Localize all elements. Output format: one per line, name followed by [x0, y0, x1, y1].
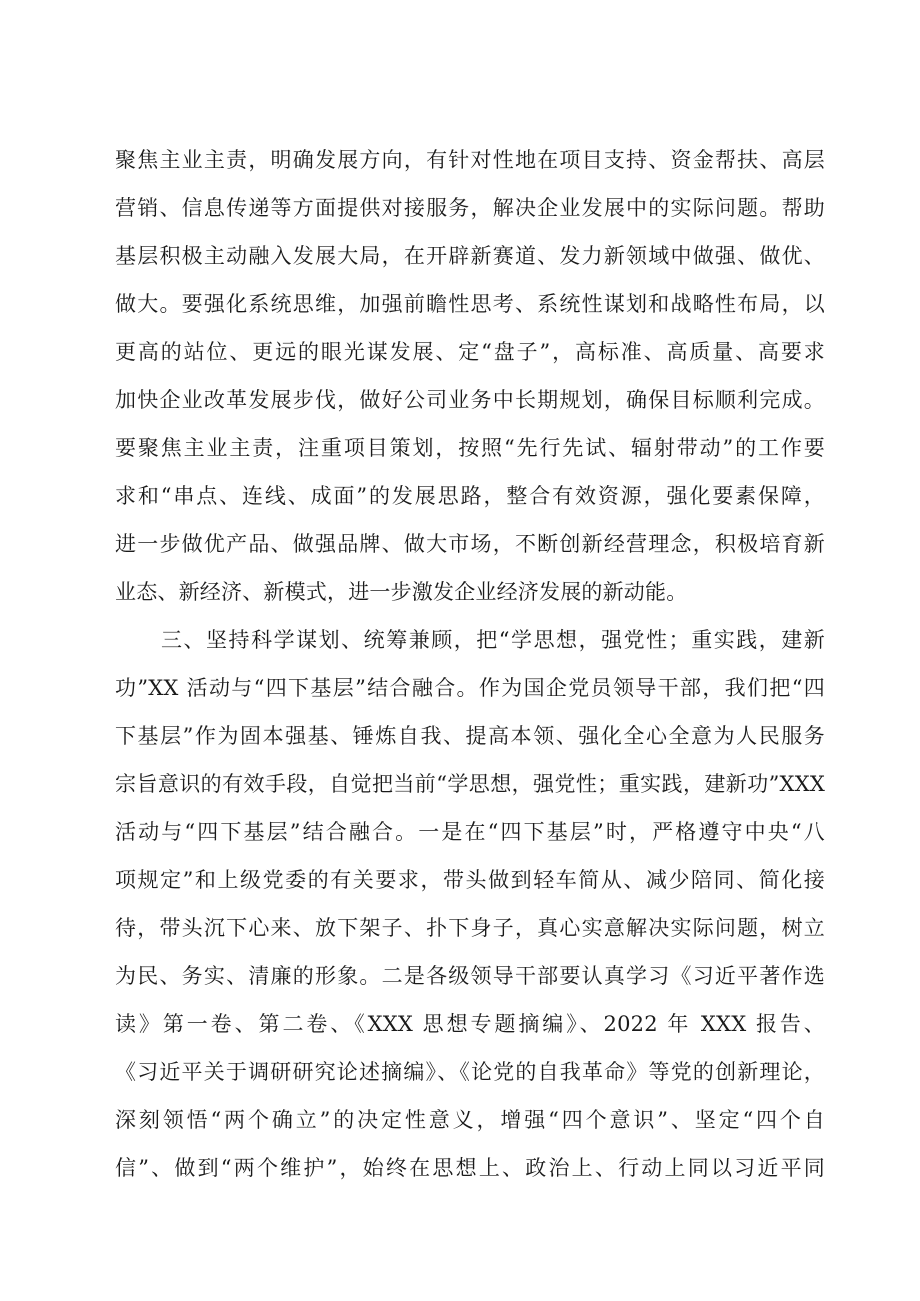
paragraph-line: 聚焦主业主责，明确发展方向，有针对性地在项目支持、资金帮扶、高层 — [115, 148, 825, 172]
paragraph-line: 营销、信息传递等方面提供对接服务，解决企业发展中的实际问题。帮助 — [115, 196, 825, 220]
paragraph-line: 要聚焦主业主责，注重项目策划，按照“先行先试、辐射带动”的工作要 — [115, 436, 825, 460]
paragraph-line: 求和“串点、连线、成面”的发展思路，整合有效资源，强化要素保障， — [115, 484, 825, 508]
paragraph-line: 业态、新经济、新模式，进一步激发企业经济发展的新动能。 — [115, 580, 688, 604]
paragraph-line: 信”、做到“两个维护”，始终在思想上、政治上、行动上同以习近平同 — [115, 1156, 825, 1180]
paragraph-line: 进一步做优产品、做强品牌、做大市场，不断创新经营理念，积极培育新 — [115, 532, 825, 556]
paragraph-line: 三、坚持科学谋划、统筹兼顾，把“学思想，强党性；重实践，建新 — [161, 628, 825, 652]
paragraph-line: 深刻领悟“两个确立”的决定性意义，增强“四个意识”、坚定“四个自 — [115, 1108, 825, 1132]
paragraph-line: 做大。要强化系统思维，加强前瞻性思考、系统性谋划和战略性布局，以 — [115, 292, 825, 316]
paragraph-line: 待，带头沉下心来、放下架子、扑下身子，真心实意解决实际问题，树立 — [115, 916, 825, 940]
paragraph-line: 功”XX 活动与“四下基层”结合融合。作为国企党员领导干部，我们把“四 — [115, 676, 825, 700]
paragraph-line: 宗旨意识的有效手段，自觉把当前“学思想，强党性；重实践，建新功”XXX — [115, 772, 825, 796]
paragraph-line: 加快企业改革发展步伐，做好公司业务中长期规划，确保目标顺利完成。 — [115, 388, 825, 412]
paragraph-line: 为民、务实、清廉的形象。二是各级领导干部要认真学习《习近平著作选 — [115, 964, 825, 988]
paragraph-line: 项规定”和上级党委的有关要求，带头做到轻车简从、减少陪同、简化接 — [115, 868, 825, 892]
paragraph-line: 读》第一卷、第二卷、《XXX 思想专题摘编》、2022 年 XXX 报告、 — [115, 1012, 825, 1036]
paragraph-line: 活动与“四下基层”结合融合。一是在“四下基层”时，严格遵守中央“八 — [115, 820, 825, 844]
paragraph-line: 《习近平关于调研研究论述摘编》、《论党的自我革命》等党的创新理论， — [115, 1060, 825, 1084]
paragraph-line: 下基层”作为固本强基、锤炼自我、提高本领、强化全心全意为人民服务 — [115, 724, 825, 748]
paragraph-line: 更高的站位、更远的眼光谋发展、定“盘子”，高标准、高质量、高要求 — [115, 340, 825, 364]
paragraph-line: 基层积极主动融入发展大局，在开辟新赛道、发力新领域中做强、做优、 — [115, 244, 825, 268]
